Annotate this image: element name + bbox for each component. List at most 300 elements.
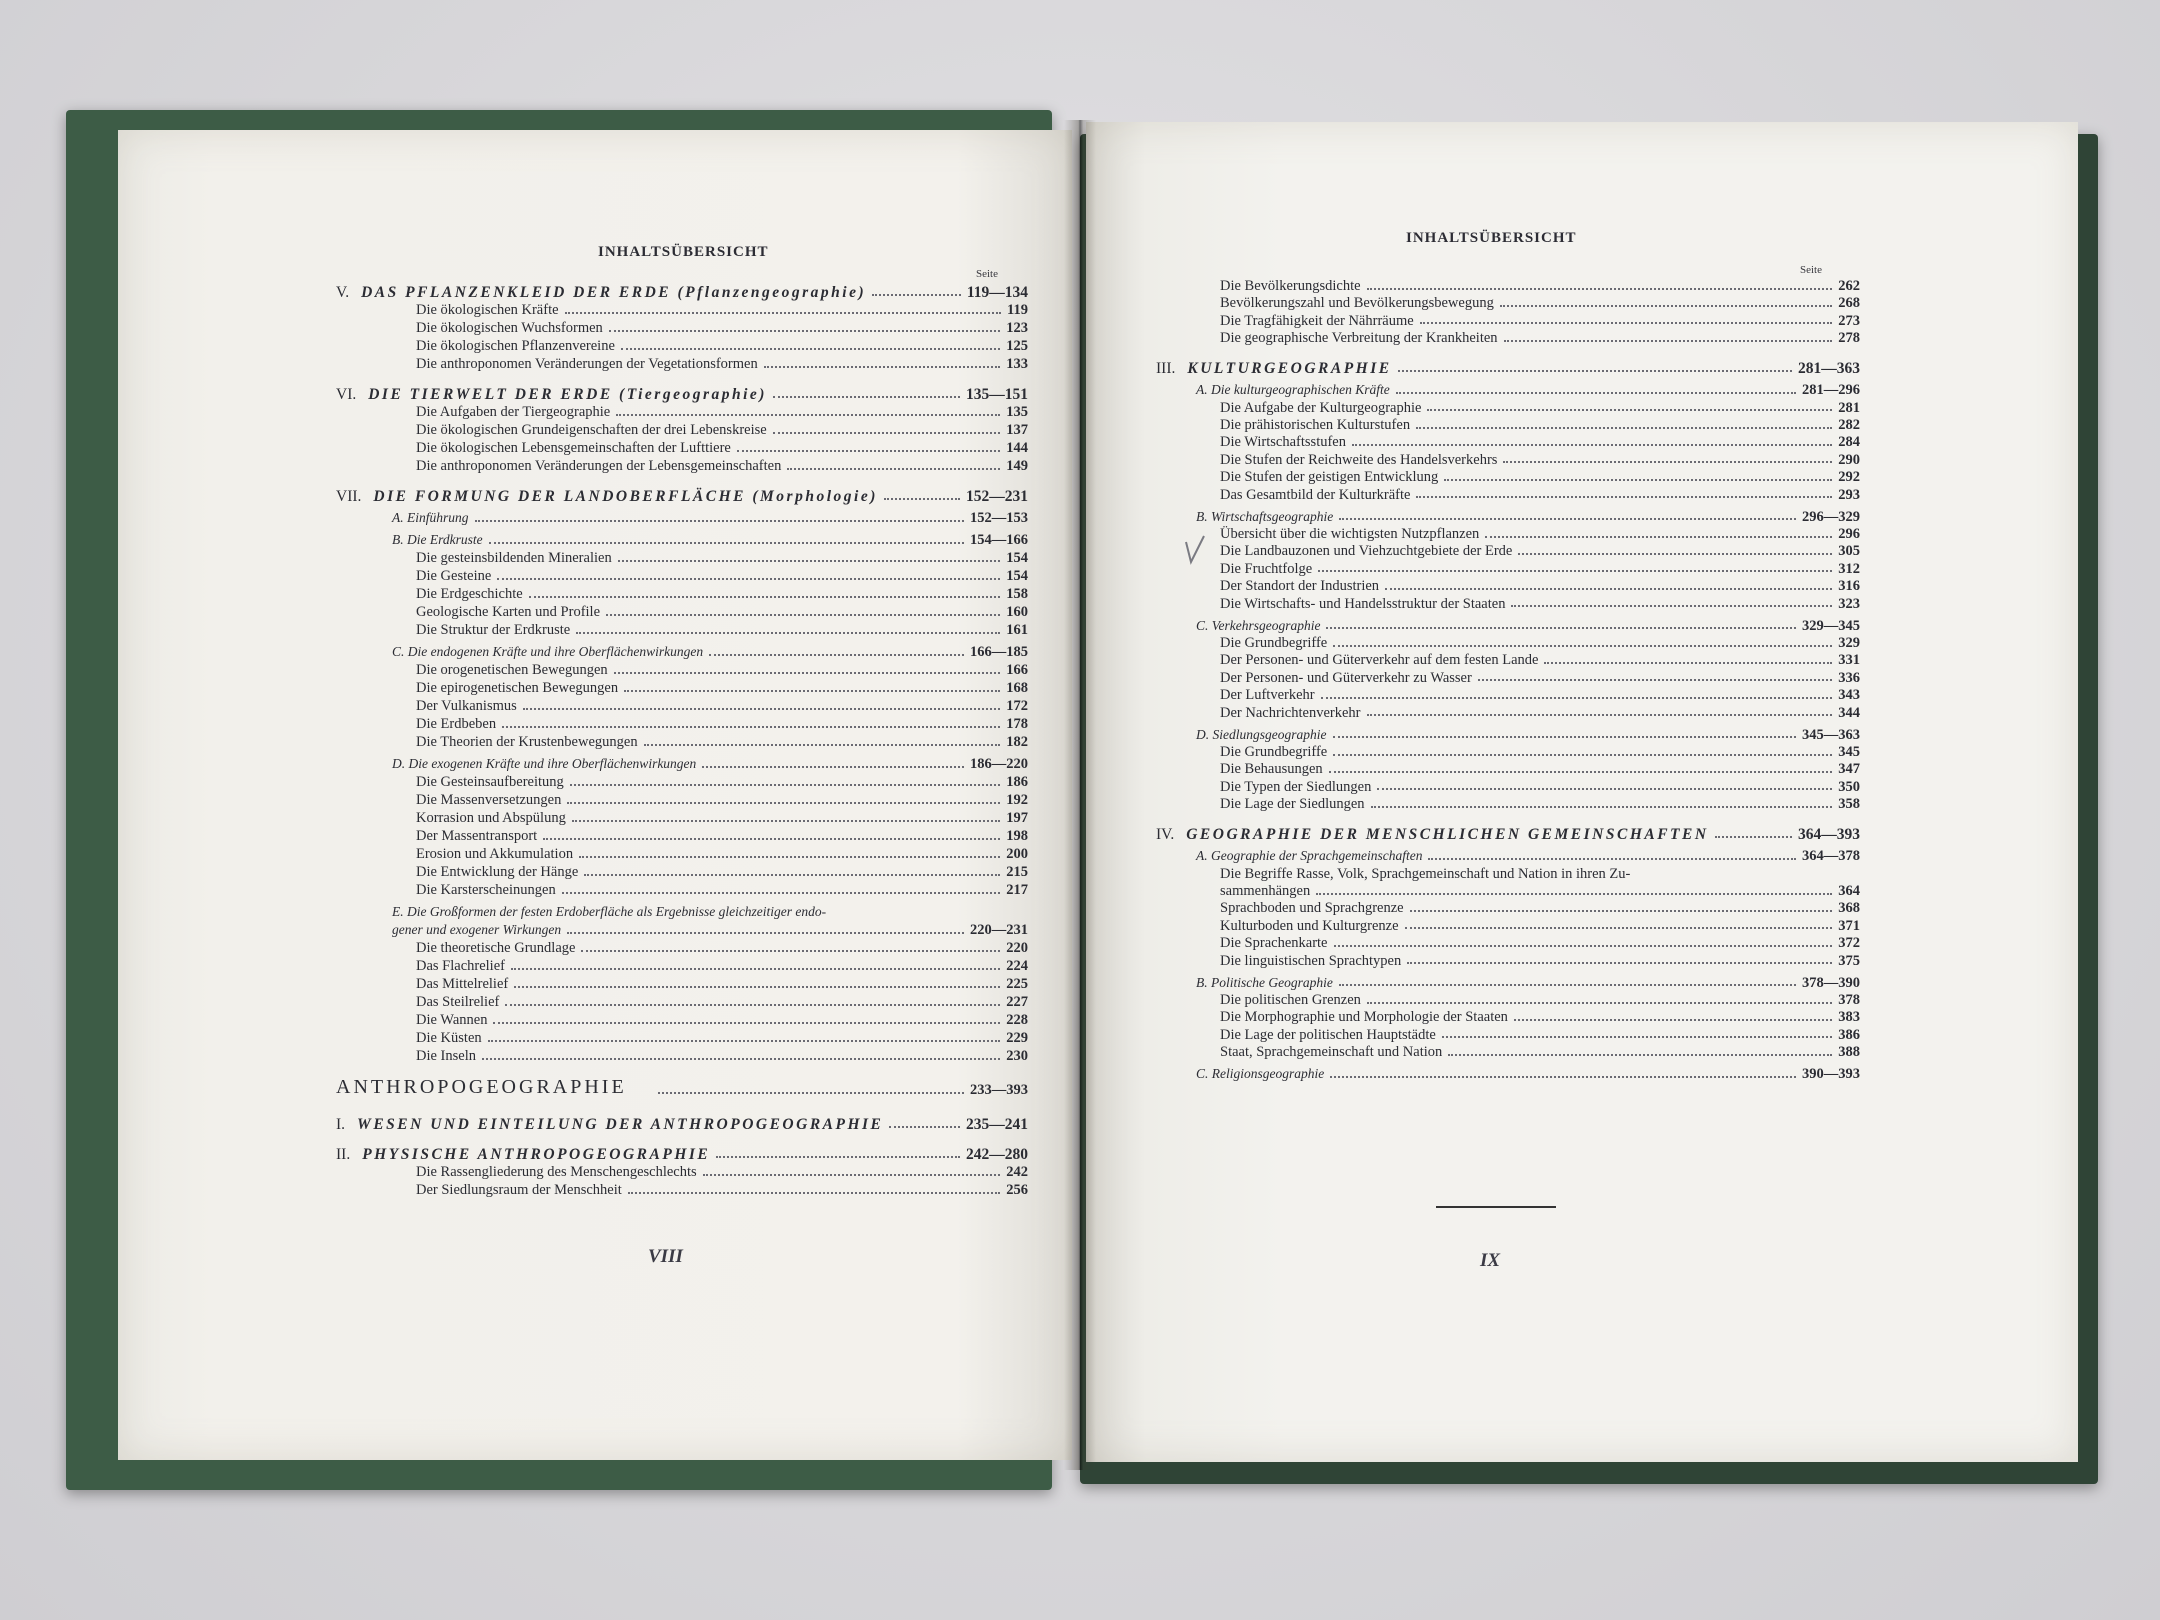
toc-leader-dots [773,393,960,398]
toc-leader-dots [579,853,1000,858]
toc-page-number: 154 [1006,550,1028,566]
toc-page-number: 235—241 [966,1116,1028,1133]
toc-page-number: 220 [1006,940,1028,956]
toc-entry [416,792,1028,810]
toc-entry [1220,670,1860,688]
toc-entry-title: Die Morphographie und Morphologie der Staaten [1220,1009,1508,1026]
toc-entry [416,604,1028,622]
toc-leader-dots [618,557,1001,562]
toc-entry-title: Die Stufen der geistigen Entwicklung [1220,469,1439,486]
toc-entry [1220,596,1860,614]
toc-leader-dots [1420,319,1833,324]
toc-leader-dots [511,965,1000,970]
toc-entry-title: Das Steilrelief [416,994,500,1010]
toc-page-number: 372 [1838,935,1860,952]
toc-page-number: 161 [1006,622,1028,638]
toc-leader-dots [488,1037,1001,1042]
toc-page-number: 198 [1006,828,1028,844]
toc-entry [1196,618,1860,636]
left-page-header: INHALTSÜBERSICHT [598,244,769,260]
toc-entry [416,622,1028,640]
toc-leader-dots [702,763,964,768]
toc-leader-dots [1478,676,1832,681]
toc-page-number: 137 [1006,422,1028,438]
toc-entry [1196,1066,1860,1084]
toc-entry-title: Die Lage der politischen Hauptstädte [1220,1026,1436,1043]
toc-page-number: 336 [1838,669,1860,686]
toc-entry-title: A. Die kulturgeographischen Kräfte [1196,382,1390,398]
toc-page-number: 172 [1006,698,1028,714]
toc-leader-dots [1485,533,1832,538]
toc-page-number: 123 [1006,320,1028,336]
toc-page-number: 273 [1838,312,1860,329]
toc-entry-title: Das Flachrelief [416,958,505,974]
toc-entry-title: Die epirogenetischen Bewegungen [416,680,619,696]
toc-leader-dots [1377,785,1832,790]
toc-entry [416,1012,1028,1030]
toc-section-row [652,1082,1028,1100]
toc-leader-dots [497,575,1000,580]
toc-entry [416,568,1028,586]
toc-page-number: 364—378 [1802,848,1860,865]
toc-entry-title: B. Politische Geographie [1196,974,1333,990]
toc-entry-title: Der Siedlungsraum der Menschheit [416,1182,622,1198]
toc-page-number: 364—393 [1798,826,1860,844]
toc-entry-title: Die Landbauzonen und Viehzuchtgebiete der Erde [1220,543,1513,560]
toc-entry [1220,705,1860,723]
toc-entry [1220,561,1860,579]
toc-leader-dots [1318,567,1832,572]
toc-entry-title: Die Karsterscheinungen [416,882,556,898]
toc-page-number: 344 [1838,704,1860,721]
toc-page-number: 154 [1006,568,1028,584]
toc-page-number: 281—296 [1802,382,1860,399]
toc-entry [336,1146,1028,1164]
toc-entry [416,404,1028,422]
toc-entry [1220,953,1860,971]
toc-entry-title: Der Nachrichtenverkehr [1220,704,1361,721]
toc-entry [392,644,1028,662]
toc-entry-title: Die Aufgabe der Kulturgeographie [1220,399,1422,416]
toc-page-number: 229 [1006,1030,1028,1046]
toc-entry-title: PHYSISCHE ANTHROPOGEOGRAPHIE [362,1146,711,1163]
toc-entry-title: Erosion und Akkumulation [416,846,574,862]
toc-leader-dots [1333,642,1832,647]
toc-leader-dots [1405,924,1833,929]
toc-page-number: 200 [1006,846,1028,862]
toc-leader-dots [1407,959,1832,964]
toc-entry-title: Das Gesamtbild der Kulturkräfte [1220,486,1411,503]
toc-entry-title: KULTURGEOGRAPHIE [1187,360,1392,378]
toc-leader-dots [628,1189,1000,1194]
toc-part-number: III. [1156,360,1176,378]
toc-entry [416,698,1028,716]
toc-leader-dots [1329,768,1833,773]
toc-page-number: 293 [1838,486,1860,503]
toc-leader-dots [1333,751,1832,756]
toc-page-number: 345 [1838,744,1860,760]
toc-leader-dots [1352,441,1832,446]
toc-entry [1220,779,1860,797]
right-page-header: INHALTSÜBERSICHT [1406,230,1577,246]
toc-entry [416,302,1028,320]
toc-entry [1196,848,1860,866]
toc-entry-title: Der Personen- und Güterverkehr auf dem festen Lande [1220,652,1539,669]
toc-page-number: 378—390 [1802,974,1860,991]
toc-entry-title: Die ökologischen Kräfte [416,302,559,318]
toc-leader-dots [1428,855,1796,860]
toc-entry-title: Die Inseln [416,1048,476,1064]
toc-entry [416,958,1028,976]
toc-leader-dots [1518,550,1832,555]
toc-page-number: 242—280 [966,1146,1028,1163]
toc-page-number: 282 [1838,417,1860,433]
toc-page-number: 220—231 [970,922,1028,938]
toc-page-number: 281 [1838,399,1860,416]
toc-leader-dots [621,345,1000,350]
toc-entry [392,532,1028,550]
toc-entry-title: C. Religionsgeographie [1196,1066,1325,1082]
toc-page-number: 192 [1006,792,1028,808]
toc-entry [1220,635,1860,653]
toc-leader-dots [505,1001,1000,1006]
toc-entry [1220,469,1860,487]
toc-entry [416,458,1028,476]
toc-leader-dots [1333,733,1797,738]
toc-leader-dots [614,669,1001,674]
toc-entry-title: Die Küsten [416,1030,482,1046]
toc-leader-dots [1504,337,1833,342]
toc-page-number: 144 [1006,440,1028,456]
toc-page-number: 230 [1006,1048,1028,1064]
toc-entry-title: Die Theorien der Krustenbewegungen [416,734,638,750]
toc-page-number: 233—393 [970,1082,1028,1098]
toc-entry [336,488,1028,506]
toc-entry-title: Die Stufen der Reichweite des Handelsverkehrs [1220,451,1498,468]
toc-leader-dots [773,429,1001,434]
toc-leader-dots [1444,476,1832,481]
toc-entry-title: Die Tragfähigkeit der Nährräume [1220,312,1414,329]
toc-entry-title: Die Wirtschafts- und Handelsstruktur der Staaten [1220,595,1506,612]
toc-leader-dots [1326,624,1796,629]
toc-entry-title: gener und exogener Wirkungen [392,922,562,937]
toc-entry-title: Sprachboden und Sprachgrenze [1220,900,1404,917]
toc-entry [416,440,1028,458]
toc-entry [392,922,1028,940]
toc-entry-title: WESEN UND EINTEILUNG DER ANTHROPOGEOGRAPHIE [357,1116,884,1133]
toc-entry [392,510,1028,528]
toc-entry-title: Der Vulkanismus [416,698,517,714]
toc-entry-title: DIE TIERWELT DER ERDE (Tiergeographie) [368,386,767,403]
toc-entry [416,810,1028,828]
toc-entry-title: Geologische Karten und Profile [416,604,601,620]
toc-leader-dots [1367,711,1833,716]
toc-entry-title: Der Luftverkehr [1220,687,1315,704]
toc-entry-title: Die Struktur der Erdkruste [416,622,571,638]
toc-text-line: E. Die Großformen der festen Erdoberfläche als Ergebnisse gleichzeitiger endo- [392,904,827,919]
toc-entry [416,356,1028,374]
toc-entry-title: A. Einführung [392,510,469,525]
toc-part-number: VII. [336,488,362,505]
toc-entry-title: GEOGRAPHIE DER MENSCHLICHEN GEMEINSCHAFTEN [1186,826,1709,844]
toc-entry-title: Die Wannen [416,1012,488,1028]
toc-leader-dots [716,1153,960,1158]
toc-entry-title: Das Mittelrelief [416,976,509,992]
toc-entry [416,662,1028,680]
toc-page-number: 119 [1007,302,1028,318]
toc-page-number: 296—329 [1802,508,1860,525]
toc-entry [416,734,1028,752]
toc-entry-title: Die Rassengliederung des Menschengeschlechts [416,1164,697,1180]
toc-entry-title: Die Entwicklung der Hänge [416,864,579,880]
toc-leader-dots [576,629,1000,634]
toc-entry [416,1182,1028,1200]
toc-entry [416,320,1028,338]
toc-leader-dots [703,1171,1001,1176]
toc-entry-title: Der Massentransport [416,828,538,844]
toc-page-number: 268 [1838,295,1860,312]
toc-entry [416,1164,1028,1182]
toc-page-number: 158 [1006,586,1028,602]
toc-leader-dots [482,1055,1000,1060]
left-seite-label: Seite [976,268,998,280]
toc-leader-dots [1503,458,1832,463]
toc-page-number: 296 [1838,526,1860,542]
right-seite-label: Seite [1800,264,1822,276]
toc-entry-title: B. Wirtschaftsgeographie [1196,508,1334,524]
toc-page-number: 345—363 [1802,726,1860,743]
toc-leader-dots [1715,833,1792,838]
toc-page-number: 347 [1838,761,1860,778]
toc-leader-dots [609,327,1000,332]
toc-entry-title: C. Die endogenen Kräfte und ihre Oberflächenwirkungen [392,644,704,659]
toc-entry [336,386,1028,404]
toc-page-number: 329 [1838,635,1860,651]
toc-entry [416,774,1028,792]
toc-entry-title: Die prähistorischen Kulturstufen [1220,417,1411,433]
toc-page-number: 281—363 [1798,360,1860,378]
toc-entry-title: Die Bevölkerungsdichte [1220,278,1361,294]
toc-leader-dots [567,929,964,934]
toc-page-number: 168 [1006,680,1028,696]
toc-entry [1220,543,1860,561]
toc-entry [1220,295,1860,313]
toc-leader-dots [581,947,1000,952]
toc-entry [1220,744,1860,762]
toc-page-number: 217 [1006,882,1028,898]
toc-entry-title: Die Fruchtfolge [1220,560,1313,577]
toc-part-number: IV. [1156,826,1175,844]
toc-leader-dots [1398,367,1792,372]
toc-entry-title: Die politischen Grenzen [1220,992,1361,1008]
toc-leader-dots [1316,890,1832,895]
toc-leader-dots [514,983,1000,988]
toc-leader-dots [502,723,1000,728]
left-folio: VIII [648,1246,683,1267]
toc-entry-title: Die Grundbegriffe [1220,744,1328,760]
toc-entry-title: Die Lage der Siedlungen [1220,796,1365,813]
toc-entry [416,680,1028,698]
toc-page-number: 152—153 [970,510,1028,526]
toc-page-number: 290 [1838,451,1860,468]
toc-leader-dots [493,1019,1000,1024]
toc-leader-dots [572,817,1000,822]
toc-page-number: 182 [1006,734,1028,750]
toc-entry [1220,330,1860,348]
toc-page-number: 350 [1838,778,1860,795]
toc-leader-dots [1396,389,1796,394]
toc-section-title: ANTHROPOGEOGRAPHIE [336,1076,627,1098]
toc-page-number: 364 [1838,883,1860,899]
toc-entry [1220,578,1860,596]
toc-leader-dots [1330,1073,1796,1078]
toc-entry [416,846,1028,864]
toc-entry-title: DIE FORMUNG DER LANDOBERFLÄCHE (Morphologie) [373,488,878,505]
book-gutter [1064,120,1096,1470]
toc-page-number: 149 [1006,458,1028,474]
toc-page-number: 227 [1006,994,1028,1010]
toc-part-number: V. [336,284,350,301]
toc-page-number: 284 [1838,434,1860,451]
toc-entry [416,1048,1028,1066]
toc-page-number: 166 [1006,662,1028,678]
toc-entry-title: Die Erdbeben [416,716,497,732]
toc-leader-dots [1448,1051,1832,1056]
toc-page-number: 186—220 [970,756,1028,772]
toc-entry [1220,883,1860,901]
toc-page-number: 186 [1006,774,1028,790]
toc-part-number: II. [336,1146,351,1163]
toc-entry-title: Die theoretische Grundlage [416,940,576,956]
toc-entry-title: Die anthroponomen Veränderungen der Lebensgemeinschaften [416,458,782,474]
toc-entry [1220,900,1860,918]
toc-leader-dots [624,687,1000,692]
toc-entry-title: Die Gesteinsaufbereitung [416,774,564,790]
toc-leader-dots [489,539,964,544]
toc-leader-dots [1367,285,1833,290]
toc-entry [336,1116,1028,1134]
toc-entry-title: Die linguistischen Sprachtypen [1220,952,1402,969]
pencil-check-mark [1182,532,1208,568]
toc-entry [1220,417,1860,435]
end-rule [1436,1206,1556,1208]
toc-entry [1220,278,1860,296]
toc-entry [416,882,1028,900]
toc-entry-title: Die Typen der Siedlungen [1220,778,1372,795]
toc-entry [416,864,1028,882]
toc-page-number: 358 [1838,796,1860,813]
toc-entry [392,756,1028,774]
toc-leader-dots [764,363,1001,368]
toc-leader-dots [565,309,1002,314]
toc-leader-dots [1442,1033,1832,1038]
toc-page-number: 133 [1006,356,1028,372]
toc-leader-dots [529,593,1001,598]
toc-leader-dots [872,291,961,296]
toc-page-number: 225 [1006,976,1028,992]
toc-entry-title: B. Die Erdkruste [392,532,483,547]
toc-leader-dots [1339,981,1796,986]
toc-leader-dots [543,835,1000,840]
toc-leader-dots [1416,493,1832,498]
toc-entry-title: Die ökologischen Pflanzenvereine [416,338,615,354]
toc-entry [1156,826,1860,844]
toc-entry [416,716,1028,734]
toc-leader-dots [787,465,1000,470]
toc-entry [1220,313,1860,331]
toc-entry-title: Die Sprachenkarte [1220,935,1328,952]
toc-leader-dots [1511,602,1832,607]
toc-leader-dots [1339,515,1796,520]
toc-text-line: Die Begriffe Rasse, Volk, Sprachgemeinschaft und Nation in ihren Zu- [1220,865,1631,882]
toc-entry [1220,1044,1860,1062]
toc-page-number: 152—231 [966,488,1028,505]
toc-leader-dots [1500,302,1832,307]
toc-entry-title: Die Gesteine [416,568,492,584]
toc-leader-dots [1544,659,1832,664]
toc-page-number: 256 [1006,1182,1028,1198]
toc-page-number: 228 [1006,1012,1028,1028]
toc-page-number: 224 [1006,958,1028,974]
toc-leader-dots [737,447,1000,452]
toc-page-number: 323 [1838,595,1860,612]
toc-entry-title: Die Wirtschaftsstufen [1220,434,1346,451]
toc-entry-title: Bevölkerungszahl und Bevölkerungsbewegung [1220,295,1494,312]
toc-entry [1220,452,1860,470]
toc-entry [1220,761,1860,779]
toc-entry [1220,434,1860,452]
toc-page-number: 368 [1838,900,1860,917]
toc-entry [416,940,1028,958]
toc-entry-title: Die Massenversetzungen [416,792,562,808]
toc-leader-dots [644,741,1001,746]
toc-entry-title: Der Personen- und Güterverkehr zu Wasser [1220,669,1472,686]
toc-leader-dots [889,1123,960,1128]
toc-page-number: 383 [1838,1009,1860,1026]
toc-entry [1196,509,1860,527]
toc-page-number: 378 [1838,992,1860,1008]
toc-entry-title: Korrasion und Abspülung [416,810,566,826]
toc-entry [1220,796,1860,814]
toc-leader-dots [1410,907,1833,912]
toc-entry-title: DAS PFLANZENKLEID DER ERDE (Pflanzengeographie) [361,284,867,301]
toc-entry [1220,1027,1860,1045]
toc-leader-dots [1334,942,1833,947]
toc-entry [416,338,1028,356]
toc-page-number: 262 [1838,278,1860,294]
toc-page-number: 215 [1006,864,1028,880]
toc-entry [336,284,1028,302]
toc-entry-title: Übersicht über die wichtigsten Nutzpflanzen [1220,526,1480,542]
toc-entry [1196,975,1860,993]
toc-entry [1220,652,1860,670]
toc-leader-dots [606,611,1000,616]
toc-page-number: 329—345 [1802,617,1860,634]
toc-part-number: I. [336,1116,346,1133]
toc-leader-dots [1385,585,1832,590]
toc-entry-title: Kulturboden und Kulturgrenze [1220,917,1399,934]
toc-entry-title: Die ökologischen Wuchsformen [416,320,603,336]
toc-entry-title: Die Aufgaben der Tiergeographie [416,404,611,420]
toc-page-number: 125 [1006,338,1028,354]
toc-leader-dots [562,889,1001,894]
toc-entry [1220,487,1860,505]
toc-leader-dots [523,705,1000,710]
toc-entry-title: C. Verkehrsgeographie [1196,617,1321,633]
toc-entry [416,422,1028,440]
toc-entry [1220,992,1860,1010]
toc-leader-dots [1367,999,1832,1004]
